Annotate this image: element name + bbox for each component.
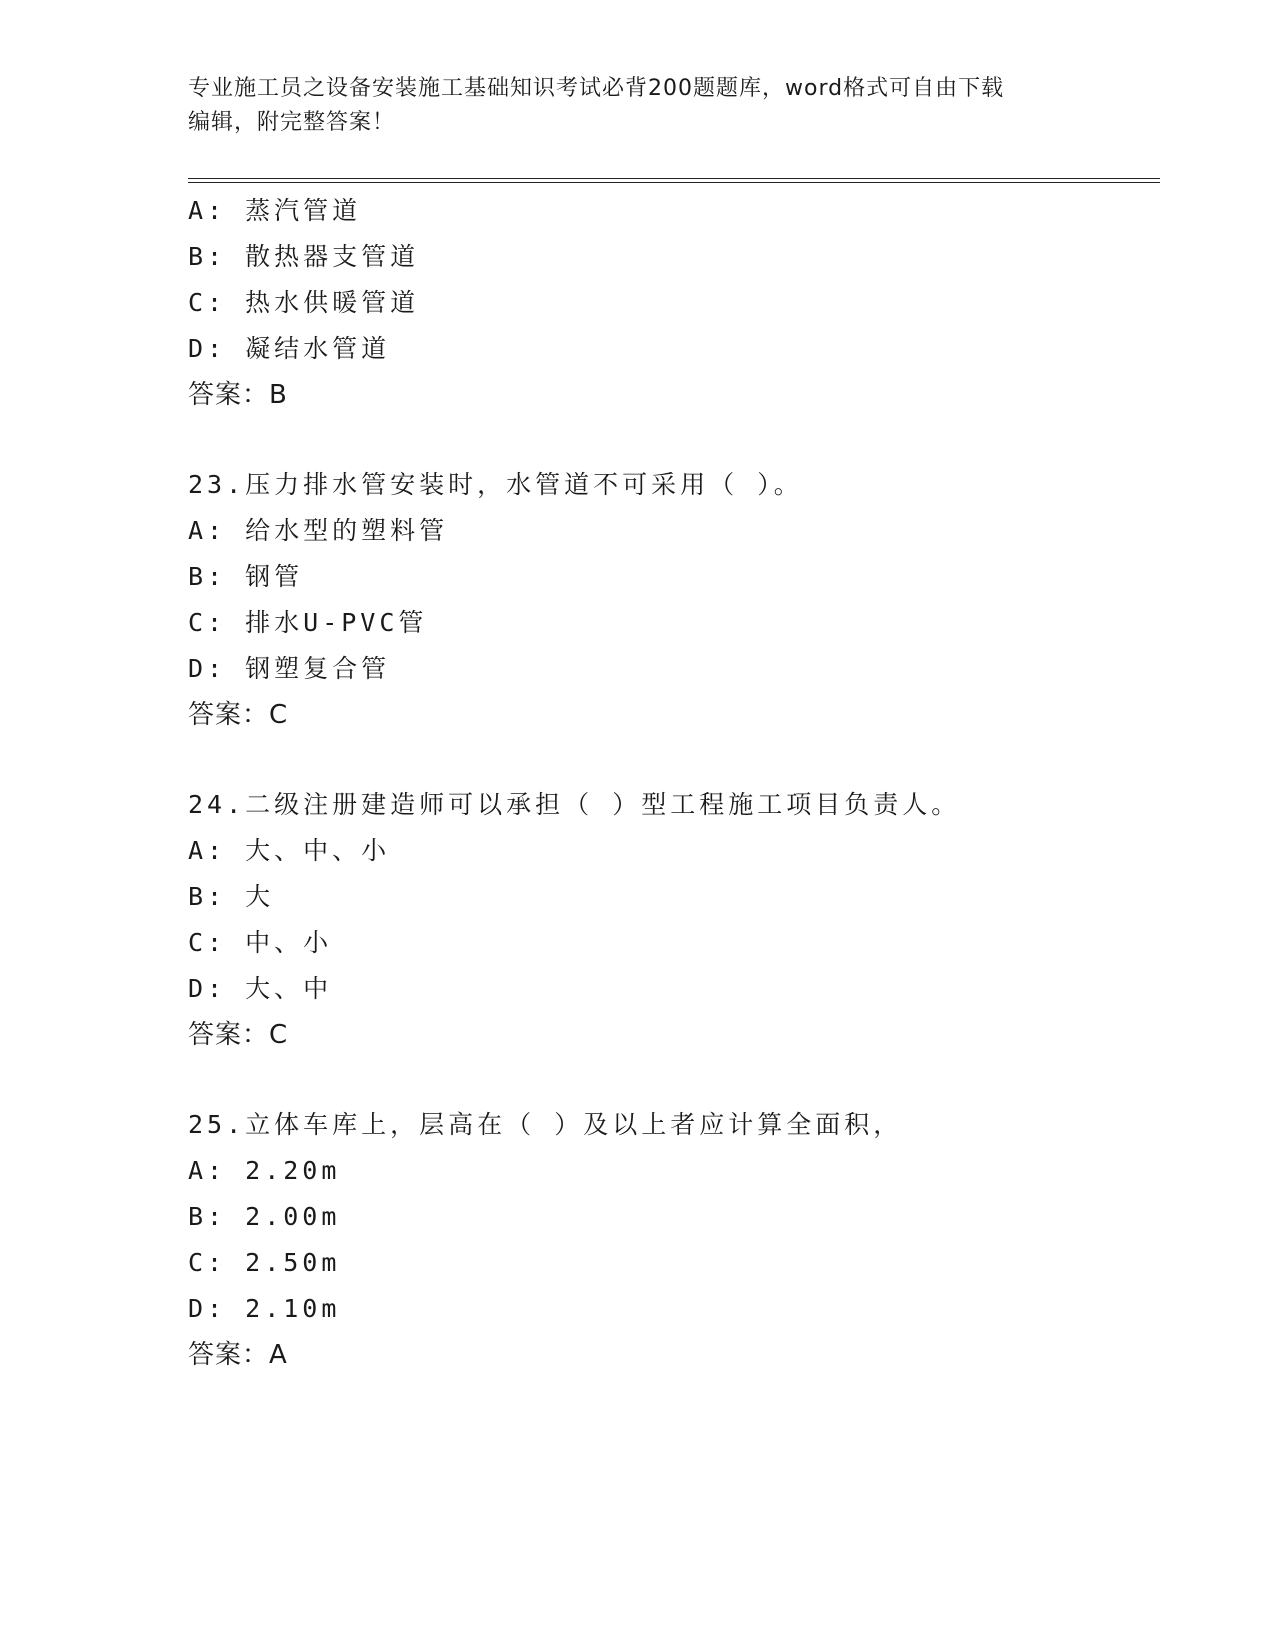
- option-a: A: 蒸汽管道: [188, 196, 362, 225]
- answer: 答案：A: [188, 1340, 288, 1370]
- question-24: [188, 782, 1148, 1058]
- spacer: [188, 738, 1148, 782]
- option-d: D: 凝结水管道: [188, 334, 391, 363]
- question-23: [188, 462, 1148, 738]
- question-stem: 23.压力排水管安装时，水管道不可采用（ ）。: [188, 470, 803, 499]
- option-a: A: 2.20m: [188, 1156, 341, 1185]
- document-header: [188, 72, 1088, 140]
- question-stem: 25.立体车库上，层高在（ ）及以上者应计算全面积，: [188, 1110, 903, 1139]
- spacer: [188, 1058, 1148, 1102]
- option-c: C: 热水供暖管道: [188, 288, 420, 317]
- option-a: A: 大、中、小: [188, 836, 391, 865]
- answer: 答案：C: [188, 700, 289, 730]
- option-d: D: 钢塑复合管: [188, 654, 391, 683]
- option-b: B: 钢管: [188, 562, 304, 591]
- question-22-continued: [188, 188, 1148, 418]
- question-list: [188, 188, 1148, 1378]
- option-c: C: 排水U-PVC管: [188, 608, 428, 637]
- option-c: C: 中、小: [188, 928, 333, 957]
- option-d: D: 大、中: [188, 974, 333, 1003]
- option-c: C: 2.50m: [188, 1248, 341, 1277]
- header-line-1: 专业施工员之设备安装施工基础知识考试必背200题题库，word格式可自由下载: [188, 76, 1005, 101]
- option-b: B: 2.00m: [188, 1202, 341, 1231]
- option-a: A: 给水型的塑料管: [188, 516, 449, 545]
- header-divider: [188, 178, 1160, 183]
- question-25: [188, 1102, 1148, 1378]
- header-line-2: 编辑，附完整答案！: [188, 110, 396, 135]
- option-b: B: 散热器支管道: [188, 242, 420, 271]
- option-d: D: 2.10m: [188, 1294, 341, 1323]
- option-b: B: 大: [188, 882, 275, 911]
- spacer: [188, 418, 1148, 462]
- answer: 答案：C: [188, 1020, 289, 1050]
- answer: 答案：B: [188, 380, 288, 410]
- question-stem: 24.二级注册建造师可以承担（ ）型工程施工项目负责人。: [188, 790, 961, 819]
